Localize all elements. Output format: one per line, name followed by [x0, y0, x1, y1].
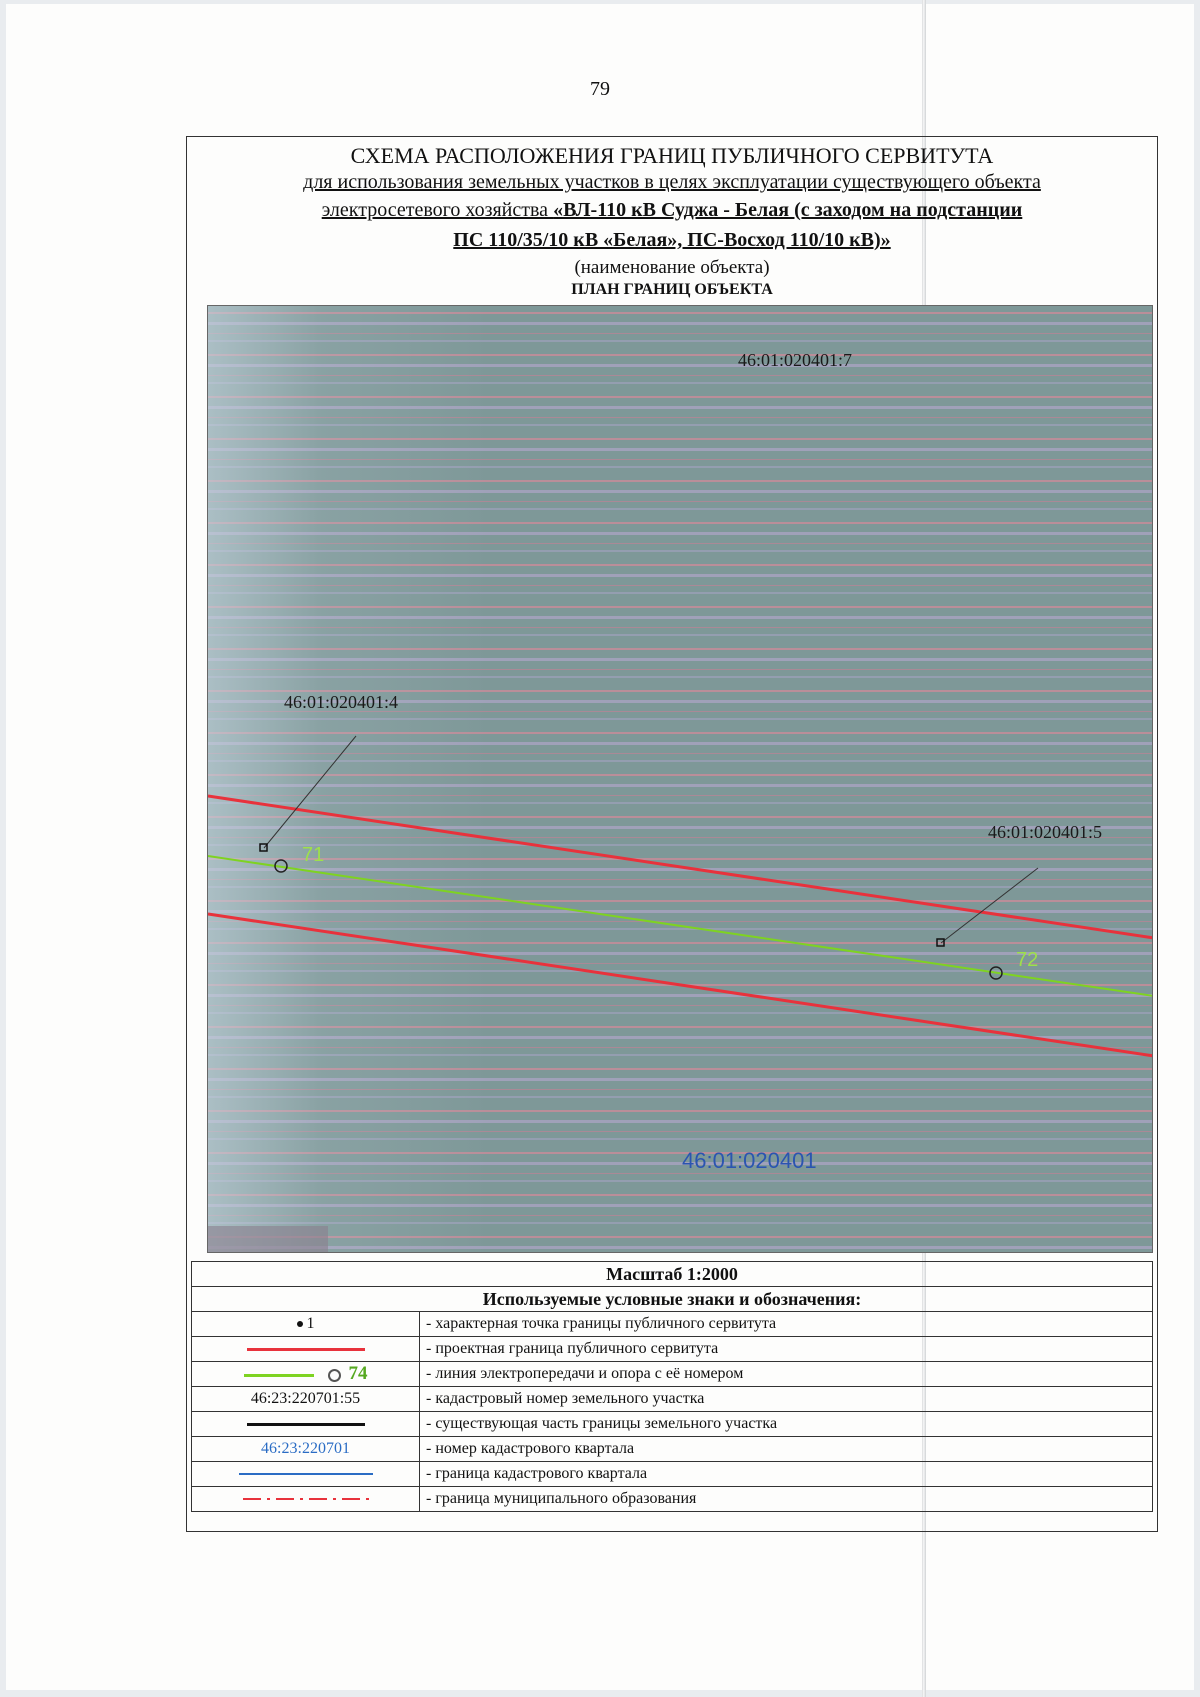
- point-number-sample: 1: [306, 1315, 315, 1332]
- blue-line-icon: [239, 1473, 373, 1475]
- legend-row: [192, 1462, 1153, 1487]
- object-name-caption: (наименование объекта): [574, 257, 770, 278]
- object-name-line-1: [187, 199, 1157, 222]
- legend-title: Используемые условные знаки и обозначения:: [192, 1287, 1153, 1312]
- dash-dot-line-icon: [241, 1495, 371, 1503]
- pole-number-2: 72: [1016, 949, 1039, 971]
- green-line-icon: [244, 1374, 314, 1377]
- object-name-line-2: ПС 110/35/10 кВ «Белая», ПС-Восход 110/10 кВ)»: [453, 229, 891, 251]
- schema-title: СХЕМА РАСПОЛОЖЕНИЯ ГРАНИЦ ПУБЛИЧНОГО СЕРВИТУТА: [350, 143, 994, 168]
- pole-number-1: 71: [302, 844, 325, 866]
- object-name-bold: «ВЛ-110 кВ Суджа - Белая (с заходом на подстанции: [553, 199, 1023, 221]
- legend-row: [192, 1337, 1153, 1362]
- legend-title-row: [192, 1287, 1153, 1312]
- legend-row: [192, 1437, 1153, 1462]
- legend-symbol-parcel-boundary: [192, 1412, 420, 1437]
- legend-description: - кадастровый номер земельного участка: [420, 1387, 1153, 1412]
- scale-label: Масштаб 1:2000: [192, 1262, 1153, 1287]
- parcel-label-top: 46:01:020401:7: [738, 350, 853, 370]
- red-line-icon: [247, 1348, 365, 1351]
- legend-description: - граница кадастрового квартала: [420, 1462, 1153, 1487]
- legend-row: [192, 1487, 1153, 1512]
- schema-header: [187, 137, 1157, 305]
- legend-description: - проектная граница публичного сервитута: [420, 1337, 1153, 1362]
- plan-svg: [208, 306, 1153, 1253]
- legend-description: - линия электропередачи и опора с её номером: [420, 1362, 1153, 1387]
- legend-symbol-point: [192, 1312, 420, 1337]
- point-dot-icon: [297, 1321, 303, 1327]
- plan-title: ПЛАН ГРАНИЦ ОБЪЕКТА: [571, 281, 773, 298]
- legend-symbol-quarter-number: 46:23:220701: [192, 1437, 420, 1462]
- scale-row: [192, 1262, 1153, 1287]
- parcel-label-right: 46:01:020401:5: [988, 822, 1103, 842]
- legend-description: - характерная точка границы публичного сервитута: [420, 1312, 1153, 1337]
- legend-row: [192, 1362, 1153, 1387]
- boundary-plan-map: [207, 305, 1153, 1253]
- legend-row: [192, 1387, 1153, 1412]
- legend-table: [191, 1261, 1153, 1512]
- pole-ring-icon: [328, 1369, 341, 1382]
- legend-row: [192, 1412, 1153, 1437]
- legend-symbol-municipal-boundary: [192, 1487, 420, 1512]
- legend-description: - существующая часть границы земельного участка: [420, 1412, 1153, 1437]
- legend-symbol-parcel-number: 46:23:220701:55: [192, 1387, 420, 1412]
- schema-purpose: для использования земельных участков в целях эксплуатации существующего объекта: [303, 171, 1041, 193]
- legend-symbol-servitude-line: [192, 1337, 420, 1362]
- page-number: 79: [590, 78, 610, 100]
- legend-symbol-power-line: [192, 1362, 420, 1387]
- cadastral-quarter-label: 46:01:020401: [682, 1148, 817, 1173]
- legend-symbol-quarter-boundary: [192, 1462, 420, 1487]
- legend-row: [192, 1312, 1153, 1337]
- object-name-prefix: электросетевого хозяйства: [321, 199, 554, 221]
- legend-description: - номер кадастрового квартала: [420, 1437, 1153, 1462]
- schema-frame: [186, 136, 1158, 1532]
- parcel-label-left: 46:01:020401:4: [284, 692, 399, 712]
- black-line-icon: [247, 1423, 365, 1426]
- pole-number-sample: 74: [348, 1363, 368, 1384]
- legend-description: - граница муниципального образования: [420, 1487, 1153, 1512]
